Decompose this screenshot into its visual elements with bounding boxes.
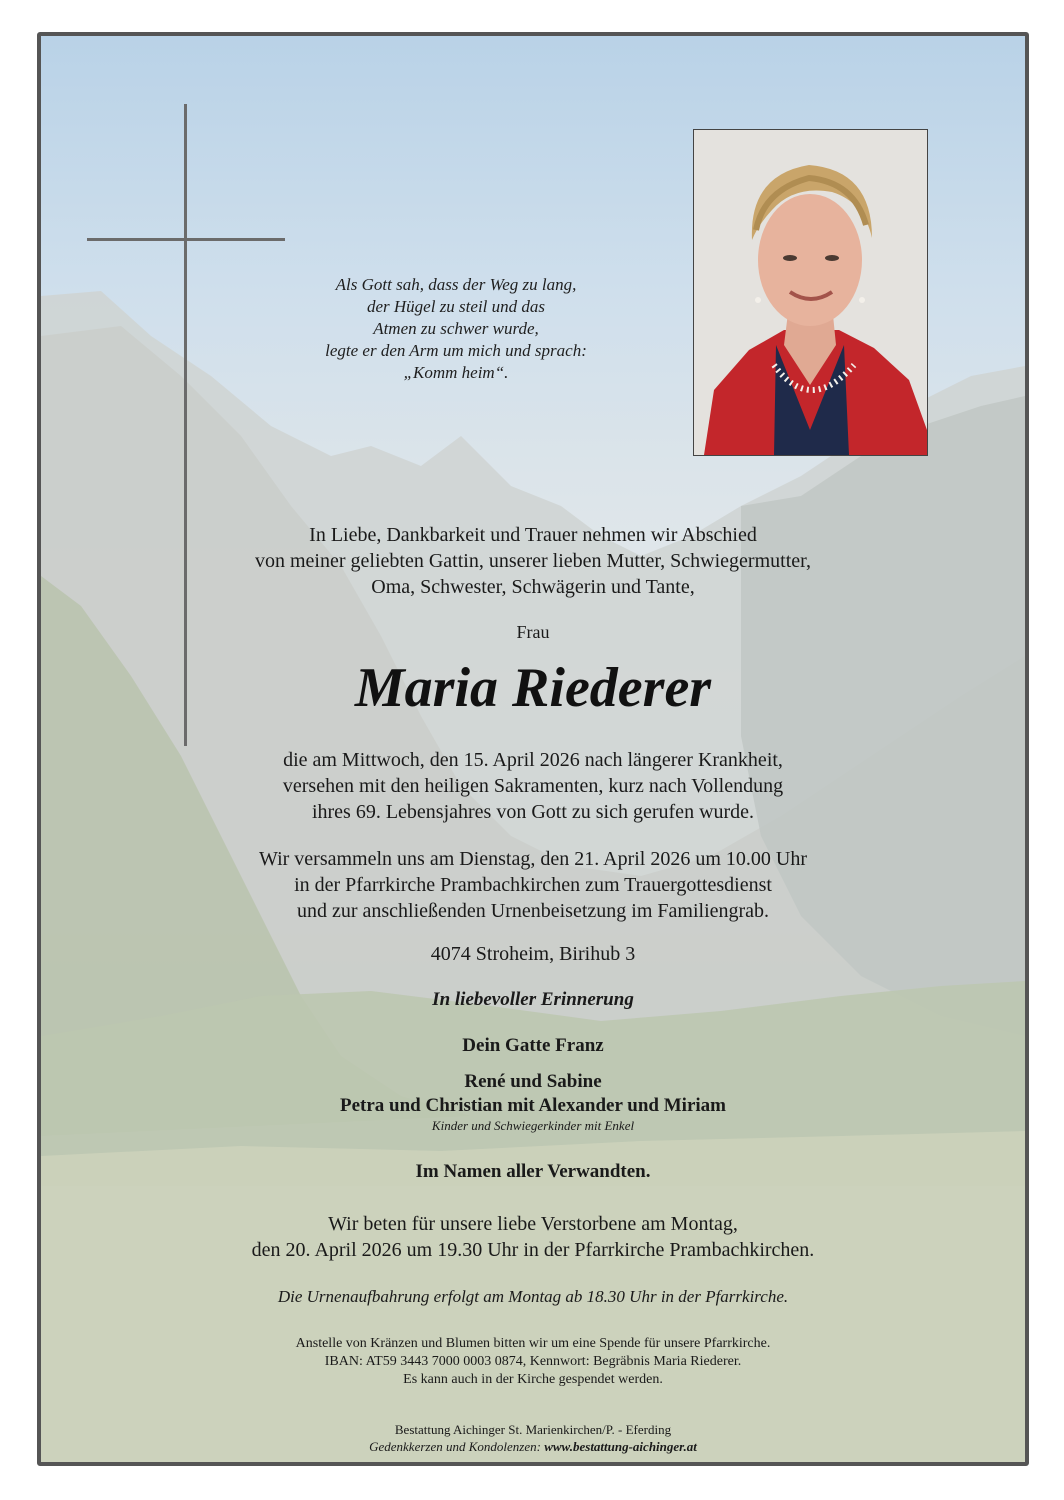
poem-line: „Komm heim“. xyxy=(403,363,509,382)
mourner-children-1: René und Sabine xyxy=(464,1071,602,1092)
obituary-card xyxy=(37,32,1029,1466)
prayer-notice xyxy=(41,1211,1025,1263)
donation-line: IBAN: AT59 3443 7000 0003 0874, Kennwort: Begräbnis Maria Riederer. xyxy=(324,1354,742,1369)
intro-text xyxy=(41,522,1025,600)
poem-line: Als Gott sah, dass der Weg zu lang, xyxy=(335,275,577,294)
footer-website-link[interactable]: www.bestattung-aichinger.at xyxy=(544,1439,697,1454)
death-notice xyxy=(41,747,1025,825)
cross-icon-vertical xyxy=(184,104,187,746)
footer xyxy=(41,1421,1025,1455)
intro-line: von meiner geliebten Gattin, unserer lieben Mutter, Schwiegermutter, xyxy=(255,550,811,572)
poem-line: Atmen zu schwer wurde, xyxy=(373,319,539,338)
footer-contact xyxy=(41,1438,1025,1455)
death-notice-line: versehen mit den heiligen Sakramenten, kurz nach Vollendung xyxy=(282,775,784,797)
portrait-photo xyxy=(693,129,928,456)
address: 4074 Stroheim, Birihub 3 xyxy=(430,943,636,965)
poem-line: legte er den Arm um mich und sprach: xyxy=(325,341,587,360)
footer-company: Bestattung Aichinger St. Marienkirchen/P. - Eferding xyxy=(394,1422,672,1437)
donation-line: Es kann auch in der Kirche gespendet werden. xyxy=(403,1372,663,1387)
funeral-line: in der Pfarrkirche Prambachkirchen zum Trauergottesdienst xyxy=(294,874,772,896)
mourner-spouse: Dein Gatte Franz xyxy=(462,1035,604,1056)
salutation: Frau xyxy=(516,622,550,642)
deceased-name: Maria Riederer xyxy=(354,657,712,719)
death-notice-line: ihres 69. Lebensjahres von Gott zu sich gerufen wurde. xyxy=(311,801,755,823)
prayer-line: Wir beten für unsere liebe Verstorbene am Montag, xyxy=(328,1213,738,1235)
prayer-line: den 20. April 2026 um 19.30 Uhr in der Pfarrkirche Prambachkirchen. xyxy=(251,1239,815,1261)
memory-heading: In liebevoller Erinnerung xyxy=(432,989,634,1010)
funeral-line: Wir versammeln uns am Dienstag, den 21. April 2026 um 10.00 Uhr xyxy=(259,848,807,870)
death-notice-line: die am Mittwoch, den 15. April 2026 nach längerer Krankheit, xyxy=(283,749,783,771)
intro-line: In Liebe, Dankbarkeit und Trauer nehmen wir Abschied xyxy=(309,524,757,546)
mourner-relatives: Im Namen aller Verwandten. xyxy=(415,1161,651,1182)
donation-notice xyxy=(41,1335,1025,1389)
cross-icon-horizontal xyxy=(87,238,285,241)
funeral-details xyxy=(41,846,1025,924)
mourner-children-2: Petra und Christian mit Alexander und Miriam xyxy=(340,1095,726,1116)
poem-line: der Hügel zu steil und das xyxy=(366,297,546,316)
mourner-children-caption: Kinder und Schwiegerkinder mit Enkel xyxy=(431,1118,635,1133)
funeral-line: und zur anschließenden Urnenbeisetzung im Familiengrab. xyxy=(296,900,770,922)
urn-note: Die Urnenaufbahrung erfolgt am Montag ab 18.30 Uhr in der Pfarrkirche. xyxy=(277,1287,789,1306)
footer-contact-prefix: Gedenkkerzen und Kondolenzen: xyxy=(369,1439,545,1454)
donation-line: Anstelle von Kränzen und Blumen bitten wir um eine Spende für unsere Pfarrkirche. xyxy=(295,1336,771,1351)
intro-line: Oma, Schwester, Schwägerin und Tante, xyxy=(371,576,695,598)
poem xyxy=(271,274,641,384)
